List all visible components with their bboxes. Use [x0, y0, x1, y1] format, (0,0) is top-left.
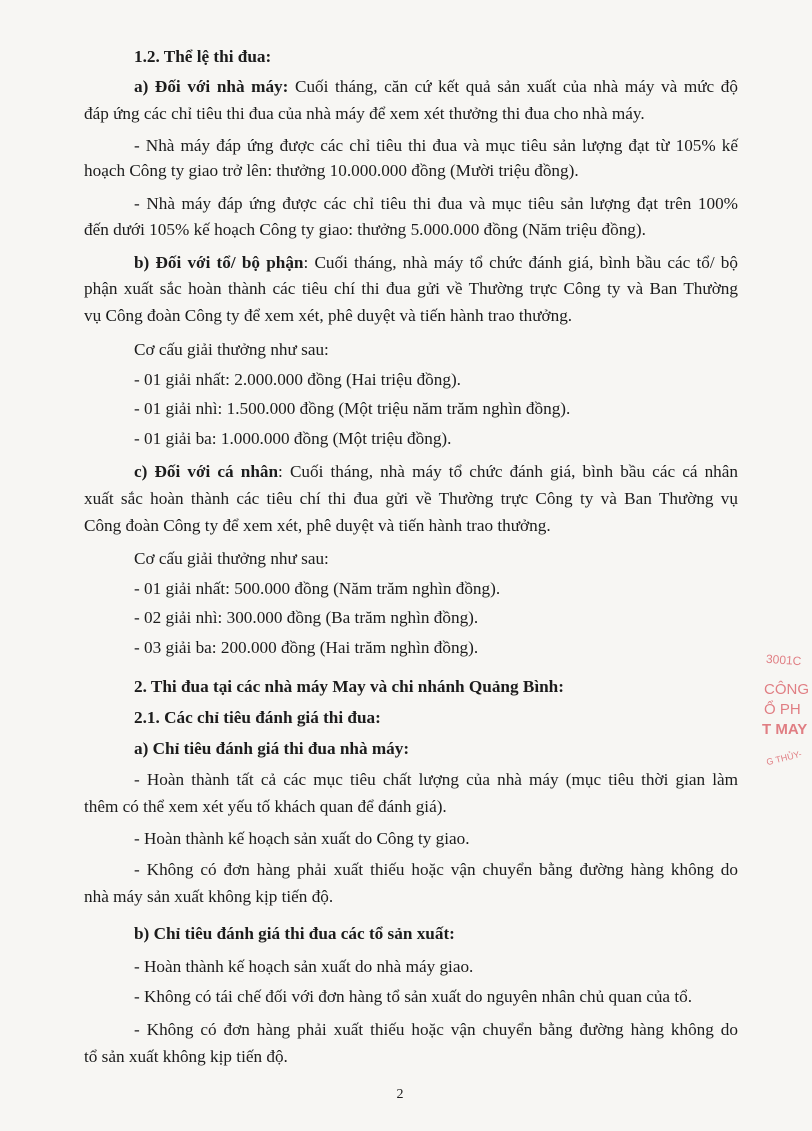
company-stamp-fragment	[752, 645, 812, 795]
text-line	[134, 369, 800, 391]
text-line	[84, 488, 738, 510]
body-text: - Không có tái chế đối với đơn hàng tổ sản xuất do nguyên nhân chủ quan của tổ.	[134, 987, 693, 1006]
text-line	[84, 305, 800, 327]
bold-text: 2. Thi đua tại các nhà máy May và chi nhánh Quảng Bình:	[134, 677, 564, 696]
body-text: - 01 giải ba: 1.000.000 đồng (Một triệu đồng).	[134, 429, 452, 448]
text-line	[134, 738, 800, 760]
text-line	[84, 160, 800, 182]
body-text: - Không có đơn hàng phải xuất thiếu hoặc vận chuyển bằng đường hàng không do	[134, 1020, 738, 1039]
body-text: - 02 giải nhì: 300.000 đồng (Ba trăm nghìn đồng).	[134, 608, 479, 627]
body-text: thêm có thể xem xét yếu tố khách quan để đánh giá).	[84, 797, 447, 816]
body-text: - 03 giải ba: 200.000 đồng (Hai trăm nghìn đồng).	[134, 638, 479, 657]
body-text: vụ Công đoàn Công ty để xem xét, phê duyệt và tiến hành trao thưởng.	[84, 306, 573, 325]
text-line	[134, 956, 800, 978]
text-line	[134, 398, 800, 420]
body-text: Cơ cấu giải thưởng như sau:	[134, 340, 329, 359]
stamp-text: CÔNG	[764, 681, 809, 698]
text-line	[134, 339, 800, 361]
text-line	[134, 769, 738, 791]
stamp-text: Ổ PH	[764, 701, 801, 718]
body-text: hoạch Công ty giao trở lên: thưởng 10.000.000 đồng (Mười triệu đồng).	[84, 161, 579, 180]
text-line	[84, 886, 800, 908]
bold-text: 1.2. Thể lệ thi đua:	[134, 47, 272, 66]
text-line	[134, 548, 800, 570]
stamp-text: G THỦY-	[765, 748, 803, 768]
bold-text: b) Chỉ tiêu đánh giá thi đua các tổ sản xuất:	[134, 924, 455, 943]
body-text: - 01 giải nhất: 500.000 đồng (Năm trăm nghìn đồng).	[134, 579, 501, 598]
text-line	[84, 515, 800, 537]
text-line	[84, 796, 800, 818]
body-text: Cuối tháng, căn cứ kết quả sản xuất của nhà máy và mức độ	[288, 77, 738, 96]
stamp-text: T MAY	[762, 721, 808, 738]
body-text: : Cuối tháng, nhà máy tổ chức đánh giá, bình bầu các cá nhân	[278, 462, 739, 481]
stamp-text: 3001C	[765, 651, 802, 669]
bold-text: c) Đối với cá nhân	[134, 462, 279, 481]
bold-text: 2.1. Các chỉ tiêu đánh giá thi đua:	[134, 708, 381, 727]
body-text: - Nhà máy đáp ứng được các chỉ tiêu thi đua và mục tiêu sản lượng đạt trên 100%	[134, 194, 738, 213]
text-line	[134, 676, 800, 698]
text-line	[84, 278, 738, 300]
body-text: đáp ứng các chỉ tiêu thi đua của nhà máy để xem xét thưởng thi đua cho nhà máy.	[84, 104, 645, 123]
text-line	[134, 252, 738, 274]
text-line	[134, 923, 800, 945]
text-line	[134, 637, 800, 659]
text-line	[134, 607, 800, 629]
body-text: Công đoàn Công ty để xem xét, phê duyệt và tiến hành trao thưởng.	[84, 516, 551, 535]
text-line	[134, 707, 800, 729]
body-text: - Không có đơn hàng phải xuất thiếu hoặc vận chuyển bằng đường hàng không do	[134, 860, 738, 879]
body-text: phận xuất sắc hoàn thành các tiêu chí thi đua gửi về Thường trực Công ty và Ban Thường	[84, 279, 738, 298]
body-text: xuất sắc hoàn thành các tiêu chí thi đua gửi về Thường trực Công ty và Ban Thường vụ	[84, 489, 738, 508]
text-line	[84, 103, 800, 125]
body-text: - Hoàn thành tất cả các mục tiêu chất lượng của nhà máy (mục tiêu thời gian làm	[134, 770, 738, 789]
text-line	[84, 1046, 800, 1068]
body-text: - Hoàn thành kế hoạch sản xuất do Công ty giao.	[134, 829, 470, 848]
body-text: - Hoàn thành kế hoạch sản xuất do nhà máy giao.	[134, 957, 474, 976]
body-text: : Cuối tháng, nhà máy tổ chức đánh giá, bình bầu các tổ/ bộ	[303, 253, 738, 272]
bold-text: b) Đối với tổ/ bộ phận	[134, 253, 304, 272]
text-line	[134, 193, 738, 215]
page-number: 2	[396, 1087, 404, 1102]
bold-text: a) Chỉ tiêu đánh giá thi đua nhà máy:	[134, 739, 410, 758]
text-line	[134, 428, 800, 450]
text-line	[134, 828, 800, 850]
text-line	[134, 46, 800, 68]
body-text: đến dưới 105% kế hoạch Công ty giao: thưởng 5.000.000 đồng (Năm triệu đồng).	[84, 220, 646, 239]
body-text: Cơ cấu giải thưởng như sau:	[134, 549, 329, 568]
bold-text: a) Đối với nhà máy:	[134, 77, 289, 96]
body-text: nhà máy sản xuất không kịp tiến độ.	[84, 887, 334, 906]
body-text: - 01 giải nhất: 2.000.000 đồng (Hai triệu đồng).	[134, 370, 461, 389]
text-line	[84, 219, 800, 241]
text-line	[134, 461, 738, 483]
body-text: - 01 giải nhì: 1.500.000 đồng (Một triệu năm trăm nghìn đồng).	[134, 399, 571, 418]
body-text: tổ sản xuất không kịp tiến độ.	[84, 1047, 288, 1066]
body-text: - Nhà máy đáp ứng được các chỉ tiêu thi đua và mục tiêu sản lượng đạt từ 105% kế	[134, 136, 738, 155]
text-line	[134, 76, 738, 98]
text-line	[134, 1019, 738, 1041]
text-line	[134, 986, 800, 1008]
text-line	[134, 859, 738, 881]
text-line	[134, 135, 738, 157]
text-line	[134, 578, 800, 600]
